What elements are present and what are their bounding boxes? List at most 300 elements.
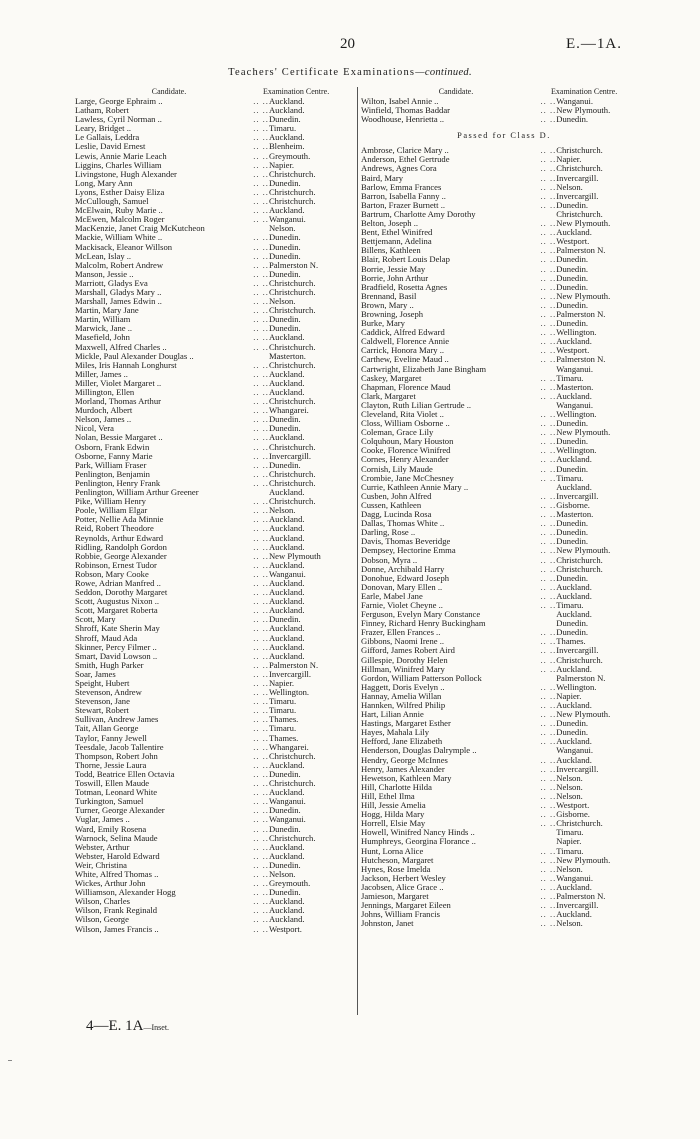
candidate-name: Hunt, Lorna Alice [361, 845, 424, 856]
examination-centre: New Plymouth. [556, 428, 611, 438]
examination-centre: Blenheim. [268, 142, 305, 152]
leader-dots: .. .. [253, 123, 269, 134]
leader-dots: .. .. [253, 332, 269, 343]
examination-centre: Auckland. [556, 755, 592, 765]
candidate-name: Nicol, Vera [75, 423, 114, 434]
examination-centre: New Plymouth. [556, 291, 611, 301]
leader-dots: .. .. [253, 214, 269, 225]
examination-centre: Dunedin. [556, 437, 589, 447]
candidate-name: Liggins, Charles William [75, 159, 162, 170]
examination-centre: Thames. [556, 637, 586, 647]
candidate-name: Crombie, Jane McChesney [361, 472, 454, 483]
leader-dots: .. .. [253, 714, 269, 725]
examination-centre: Nelson. [268, 297, 296, 307]
candidate-name: Borrie, Jessie May [361, 263, 426, 274]
candidate-name: Haggett, Doris Evelyn .. [361, 681, 445, 692]
candidate-name: Caldwell, Florence Annie [361, 336, 450, 347]
examination-centre: Whangarei. [268, 742, 309, 752]
examination-centre: Masterton. [556, 382, 594, 392]
examination-centre: Auckland. [268, 597, 305, 607]
examination-centre: Westport. [556, 801, 590, 811]
leader-dots: .. .. [540, 218, 557, 229]
candidate-name: Miller, Violet Margaret .. [75, 377, 162, 388]
leader-dots: .. .. [540, 918, 557, 929]
examination-centre: Auckland. [556, 228, 592, 238]
candidate-name: Farnie, Violet Cheyne .. [361, 599, 443, 610]
leader-dots: .. .. [540, 863, 557, 874]
leader-dots: .. .. [253, 559, 269, 570]
candidate-name: Manson, Jessie .. [75, 268, 134, 279]
examination-centre: Nelson. [556, 182, 583, 192]
candidate-name: Soar, James [75, 668, 116, 679]
examination-centre: Palmerston N. [556, 246, 606, 256]
examination-centre: Invercargill. [556, 646, 599, 656]
candidate-name: Morland, Thomas Arthur [75, 396, 162, 407]
leader-dots: .. .. [540, 809, 557, 820]
leader-dots: .. .. [253, 368, 269, 379]
examination-centre: Auckland. [268, 578, 305, 588]
examination-centre: Auckland. [268, 633, 305, 643]
candidate-name: Long, Mary Ann [75, 177, 133, 188]
leader-dots: .. .. [253, 778, 269, 789]
examination-centre: Dunedin. [268, 860, 301, 870]
leader-dots: .. .. [540, 281, 557, 292]
candidate-name: White, Alfred Thomas .. [75, 868, 159, 879]
leader-dots: .. .. [253, 759, 269, 770]
examination-centre: Christchurch. [268, 469, 316, 479]
examination-centre: Wanganui. [268, 569, 306, 579]
leader-dots: .. .. [253, 177, 269, 188]
candidate-name: Turkington, Samuel [75, 796, 144, 807]
leader-dots: .. .. [253, 396, 269, 407]
leader-dots: .. .. [540, 727, 557, 738]
leader-dots: .. .. [540, 263, 557, 274]
leader-dots: .. .. [253, 823, 269, 834]
leader-dots: .. .. [253, 250, 269, 261]
examination-centre: Christchurch. [556, 819, 603, 829]
candidate-name: Clayton, Ruth Lilian Gertrude .. [361, 399, 472, 410]
examination-centre: Auckland. [268, 642, 305, 652]
examination-centre: Auckland. [556, 591, 592, 601]
examination-centre: Dunedin. [556, 464, 589, 474]
examination-centre: Dunedin. [268, 251, 301, 261]
leader-dots: .. .. [540, 145, 557, 156]
candidate-name: Lawless, Cyril Norman .. [75, 114, 162, 125]
examination-centre: Dunedin. [556, 719, 589, 729]
candidate-name: Pike, William Henry [75, 496, 146, 507]
leader-dots: .. .. [253, 887, 269, 898]
candidate-name: Henry, James Alexander [361, 763, 445, 774]
examination-centre: Dunedin. [556, 537, 589, 547]
table-row [361, 164, 647, 173]
candidate-name: Andrews, Agnes Cora [361, 163, 437, 174]
leader-dots: .. .. [253, 623, 269, 634]
leader-dots: .. .. [540, 772, 557, 783]
leader-dots: .. .. [540, 890, 557, 901]
leader-dots: .. .. [540, 172, 557, 183]
leader-dots: .. .. [253, 296, 269, 307]
candidate-name: Mackisack, Eleanor Willson [75, 241, 173, 252]
examination-centre: Greymouth. [268, 879, 311, 889]
examination-centre: Palmerston N. [268, 660, 319, 670]
leader-dots: .. .. [253, 450, 269, 461]
examination-centre: Timaru. [268, 124, 297, 134]
candidate-name: Carrick, Honora Mary .. [361, 345, 445, 356]
leader-dots: .. .. [253, 159, 269, 170]
candidate-name: Hewetson, Kathleen Mary [361, 772, 452, 783]
heading-continued: —continued. [415, 67, 472, 78]
leader-dots: .. .. [540, 181, 557, 192]
examination-centre: Auckland. [556, 910, 592, 920]
examination-centre: New Plymouth [268, 551, 321, 561]
examination-centre: Christchurch. [268, 287, 316, 297]
examination-centre: Nelson. [556, 919, 583, 929]
examination-centre: Thames. [268, 733, 299, 743]
examination-centre: Wellington. [556, 328, 597, 338]
candidate-name: Miller, James .. [75, 368, 128, 379]
candidate-name: Brown, Mary .. [361, 299, 414, 310]
candidate-name: Malcolm, Robert Andrew [75, 259, 164, 270]
candidate-name: Stewart, Robert [75, 705, 129, 716]
leader-dots: .. .. [253, 505, 269, 516]
examination-centre: Dunedin. [268, 769, 301, 779]
candidate-name: McElwain, Ruby Marie .. [75, 205, 163, 216]
examination-centre: Auckland. [268, 433, 305, 443]
leader-dots: .. .. [253, 114, 269, 125]
leader-dots: .. .. [253, 405, 269, 416]
examination-centre: Auckland. [556, 664, 592, 674]
examination-centre: Napier. [268, 160, 295, 170]
candidate-name: Johns, William Francis [361, 909, 440, 920]
leader-dots: .. .. [253, 732, 269, 743]
candidate-name: Carthew, Eveline Maud .. [361, 354, 449, 365]
candidate-name: Rowe, Adrian Manfred .. [75, 577, 161, 588]
examination-centre: Wellington. [556, 682, 597, 692]
examination-centre: Wanganui. [556, 97, 594, 106]
candidate-name: Thorne, Jessie Laura [75, 759, 147, 770]
candidate-name: Taylor, Fanny Jewell [75, 732, 147, 743]
leader-dots: .. .. [253, 441, 269, 452]
examination-centre: Nelson. [556, 782, 583, 792]
leader-dots: .. .. [540, 445, 557, 456]
leader-dots: .. .. [253, 668, 269, 679]
examination-centre: Dunedin. [556, 255, 589, 265]
examination-centre: Auckland. [268, 606, 305, 616]
leader-dots: .. .. [253, 741, 269, 752]
leader-dots: .. .. [540, 454, 557, 465]
examination-centre: Auckland. [556, 701, 592, 710]
leader-dots: .. .. [253, 241, 269, 252]
leader-dots: .. .. [540, 163, 557, 174]
leader-dots: .. .. [540, 818, 557, 829]
candidate-name: Anderson, Ethel Gertrude [361, 154, 450, 165]
examination-centre: Westport. [556, 237, 590, 247]
examination-centre: Timaru. [268, 706, 297, 716]
candidate-name: Howell, Winifred Nancy Hinds .. [361, 827, 475, 838]
leader-dots: .. .. [253, 678, 269, 688]
candidate-name: Gillespie, Dorothy Helen [361, 654, 448, 665]
left-candidate-list [75, 97, 359, 934]
leader-dots: .. .. [540, 190, 557, 201]
candidate-name: Jamieson, Margaret [361, 890, 429, 901]
candidate-name: Webster, Harold Edward [75, 850, 160, 861]
leader-dots: .. .. [540, 627, 557, 638]
examination-centre: Dunedin. [556, 300, 589, 310]
examination-centre: Westport. [268, 924, 302, 934]
candidate-name: Hill, Jessie Amelia [361, 800, 426, 811]
candidate-name: Penlington, Benjamin [75, 468, 150, 479]
leader-dots: .. .. [253, 577, 269, 588]
examination-centre: Napier. [556, 837, 582, 847]
candidate-name: Webster, Arthur [75, 841, 130, 852]
leader-dots: .. .. [253, 905, 269, 916]
candidate-name: Marshall, James Edwin .. [75, 296, 162, 307]
examination-centre: Invercargill. [556, 191, 599, 201]
candidate-name: Thompson, Robert John [75, 750, 158, 761]
examination-centre: Dunedin. [268, 115, 301, 125]
examination-centre: Gisborne. [556, 810, 590, 820]
leader-dots: .. .. [540, 199, 557, 210]
candidate-name: Coleman, Grace Lily [361, 427, 434, 438]
examination-centre: Timaru. [556, 473, 584, 483]
leader-dots: .. .. [253, 314, 269, 325]
candidate-name: Marwick, Jane .. [75, 323, 133, 334]
leader-dots: .. .. [253, 96, 269, 106]
candidate-name: Masefield, John [75, 332, 130, 343]
examination-centre: Palmerston N. [556, 673, 606, 683]
candidate-name: Donovan, Mary Ellen .. [361, 581, 443, 592]
examination-centre: Auckland. [268, 378, 305, 388]
candidate-name: Chapman, Florence Maud [361, 381, 451, 392]
leader-dots: .. .. [253, 832, 269, 843]
examination-centre: Timaru. [268, 697, 297, 707]
candidate-name: Cusben, John Alfred [361, 490, 432, 501]
leader-dots: .. .. [253, 141, 269, 152]
leader-dots: .. .. [253, 168, 269, 179]
leader-dots: .. .. [540, 436, 557, 447]
candidate-name: Billens, Kathleen [361, 245, 421, 256]
examination-centre: Auckland. [268, 369, 305, 379]
leader-dots: .. .. [540, 590, 557, 601]
candidate-header: Candidate. [151, 87, 187, 96]
leader-dots: .. .. [540, 763, 557, 774]
candidate-name: Osborne, Fanny Marie [75, 450, 153, 461]
examination-centre: Christchurch. [556, 555, 603, 565]
leader-dots: .. .. [540, 700, 557, 710]
candidate-name: Speight, Hubert [75, 678, 130, 688]
leader-dots: .. .. [253, 414, 269, 425]
candidate-name: Reid, Robert Theodore [75, 523, 154, 534]
examination-centre: Auckland. [556, 737, 592, 747]
examination-centre: Dunedin. [268, 178, 301, 188]
candidate-name: Toswill, Ellen Maude [75, 778, 150, 789]
examination-centre: Christchurch. [268, 306, 316, 316]
leader-dots: .. .. [253, 286, 269, 297]
leader-dots: .. .. [540, 336, 557, 347]
leader-dots: .. .. [253, 723, 269, 734]
examination-centre: Auckland. [268, 851, 305, 861]
examination-centre: Wanganui. [268, 815, 306, 825]
examination-centre: Auckland. [268, 133, 305, 143]
candidate-name: McLean, Islay .. [75, 250, 132, 261]
examination-centre: Auckland. [268, 897, 305, 907]
candidate-name: Wilson, George [75, 914, 129, 925]
examination-centre: Invercargill. [556, 901, 599, 911]
leader-dots: .. .. [540, 681, 557, 692]
candidate-name: Davis, Thomas Beveridge [361, 536, 451, 547]
leader-dots: .. .. [540, 472, 557, 483]
examination-centre: Auckland. [268, 560, 305, 570]
examination-centre: Nelson. [268, 506, 296, 516]
examination-centre: Nelson. [556, 791, 583, 801]
examination-centre: Dunedin. [556, 419, 589, 429]
candidate-name: Johnston, Janet [361, 918, 414, 929]
examination-centre: Wanganui. [556, 400, 594, 410]
candidate-name: Borrie, John Arthur [361, 272, 429, 283]
examination-centre: Christchurch. [268, 442, 316, 452]
leader-dots: .. .. [540, 545, 557, 556]
class-d-heading: Passed for Class D. [457, 131, 551, 141]
leader-dots: .. .. [540, 736, 557, 747]
leader-dots: .. .. [253, 814, 269, 825]
candidate-name: Martin, William [75, 314, 131, 325]
examination-centre: Auckland. [268, 760, 305, 770]
candidate-name: Jacobsen, Alice Grace .. [361, 881, 444, 892]
examination-centre: Auckland. [268, 106, 305, 116]
candidate-name: Wilson, Frank Reginald [75, 905, 158, 916]
leader-dots: .. .. [540, 390, 557, 401]
examination-centre: Christchurch. [268, 278, 316, 288]
candidate-name: Leary, Bridget .. [75, 123, 131, 134]
leader-dots: .. .. [540, 654, 557, 665]
page-footer [86, 1018, 169, 1035]
left-column [75, 87, 359, 934]
candidate-name: Donne, Archibald Harry [361, 563, 445, 574]
candidate-name: Bradfield, Rosetta Agnes [361, 281, 448, 292]
examination-centre: Dunedin. [268, 269, 301, 279]
candidate-name: Cooke, Florence Winifred [361, 445, 451, 456]
leader-dots: .. .. [253, 268, 269, 279]
leader-dots: .. .. [253, 868, 269, 879]
leader-dots: .. .. [253, 705, 269, 716]
leader-dots: .. .. [253, 432, 269, 443]
leader-dots: .. .. [253, 650, 269, 661]
examination-centre: Dunedin. [268, 615, 301, 625]
candidate-name: Gordon, William Patterson Pollock [361, 672, 482, 683]
examination-centre: Wellington. [556, 446, 597, 456]
candidate-name: Marshall, Gladys Mary .. [75, 286, 162, 297]
candidate-name: Vuglar, James .. [75, 814, 130, 825]
examination-centre: Christchurch. [556, 164, 603, 174]
leader-dots: .. .. [540, 463, 557, 474]
candidate-name: Closs, William Osborne .. [361, 418, 450, 429]
candidate-name: Dallas, Thomas White .. [361, 518, 445, 529]
candidate-name: Donohue, Edward Joseph [361, 572, 450, 583]
candidate-name: McEwen, Malcolm Roger [75, 214, 165, 225]
examination-centre: Christchurch. [268, 779, 316, 789]
candidate-name: Finney, Richard Henry Buckingham [361, 618, 486, 629]
examination-centre: Palmerston N. [556, 891, 606, 901]
candidate-name: Dagg, Lucinda Rosa [361, 509, 432, 520]
leader-dots: .. .. [253, 596, 269, 607]
leader-dots: .. .. [253, 805, 269, 816]
centre-header: Examination Centre. [263, 87, 330, 96]
leader-dots: .. .. [540, 318, 557, 329]
examination-centre: Dunedin. [556, 319, 589, 329]
candidate-name: Caddick, Alfred Edward [361, 327, 445, 338]
candidate-name: Latham, Robert [75, 105, 129, 116]
candidate-name: Williamson, Alexander Hogg [75, 887, 176, 898]
candidate-name: Nelson, James .. [75, 414, 132, 425]
leader-dots: .. .. [540, 854, 557, 865]
leader-dots: .. .. [540, 427, 557, 438]
leader-dots: .. .. [540, 518, 557, 529]
leader-dots: .. .. [253, 768, 269, 779]
candidate-name: Stevenson, Andrew [75, 687, 142, 698]
leader-dots: .. .. [540, 245, 557, 256]
examination-centre: Nelson. [556, 864, 583, 874]
leader-dots: .. .. [253, 914, 269, 925]
candidate-name: Cleveland, Rita Violet .. [361, 409, 444, 419]
examination-centre: Dunedin. [556, 728, 589, 738]
candidate-name: Large, George Ephraim .. [75, 96, 163, 106]
candidate-name: Scott, Augustus Nixon .. [75, 596, 160, 607]
candidate-name: Millington, Ellen [75, 387, 135, 397]
examination-centre: Nelson. [556, 773, 583, 783]
examination-centre: Timaru. [556, 846, 584, 856]
candidate-name: Marriott, Gladys Eva [75, 277, 148, 288]
candidate-name: Wickes, Arthur John [75, 878, 146, 889]
candidate-name: Lyons, Esther Daisy Eliza [75, 186, 165, 197]
candidate-name: Park, William Fraser [75, 459, 147, 470]
examination-centre: Timaru. [556, 373, 584, 383]
examination-centre: Masterton. [556, 510, 594, 520]
leader-dots: .. .. [540, 308, 557, 319]
examination-centre: Christchurch. [268, 169, 316, 179]
examination-centre: Whangarei. [268, 406, 309, 416]
leader-dots: .. .. [253, 532, 269, 543]
candidate-name: Humphreys, Georgina Florance .. [361, 836, 476, 847]
candidate-name: Clark, Margaret [361, 390, 416, 401]
examination-centre: Timaru. [556, 600, 584, 610]
leader-dots: .. .. [253, 696, 269, 707]
leader-dots: .. .. [253, 232, 269, 243]
candidate-name: Bent, Ethel Winifred [361, 227, 433, 238]
footer-inset: —Inset. [143, 1023, 170, 1032]
candidate-name: Turner, George Alexander [75, 805, 165, 816]
candidate-header: Candidate. [438, 87, 474, 96]
leader-dots: .. .. [540, 499, 557, 510]
candidate-name: Cussen, Kathleen [361, 499, 422, 510]
leader-dots: .. .. [540, 96, 557, 106]
candidate-name: Hogg, Hilda Mary [361, 809, 425, 820]
leader-dots: .. .. [253, 423, 269, 434]
examination-centre: New Plymouth. [556, 219, 611, 229]
candidate-name: Ambrose, Clarice Mary .. [361, 145, 449, 156]
candidate-name: Warnock, Selina Maude [75, 832, 158, 843]
examination-centre: New Plymouth. [556, 546, 611, 556]
examination-centre: Christchurch. [268, 187, 316, 197]
examination-centre: Auckland. [268, 842, 305, 852]
examination-centre: Gisborne. [556, 500, 590, 510]
candidate-name: Skinner, Percy Filmer .. [75, 641, 157, 652]
leader-dots: .. .. [253, 632, 269, 643]
candidate-name: Hutcheson, Margaret [361, 854, 434, 865]
examination-centre: Auckland. [268, 588, 305, 598]
examination-centre: Dunedin. [268, 460, 301, 470]
candidate-name: Hart, Lilian Annie [361, 709, 424, 720]
examination-centre: Napier. [556, 155, 582, 165]
